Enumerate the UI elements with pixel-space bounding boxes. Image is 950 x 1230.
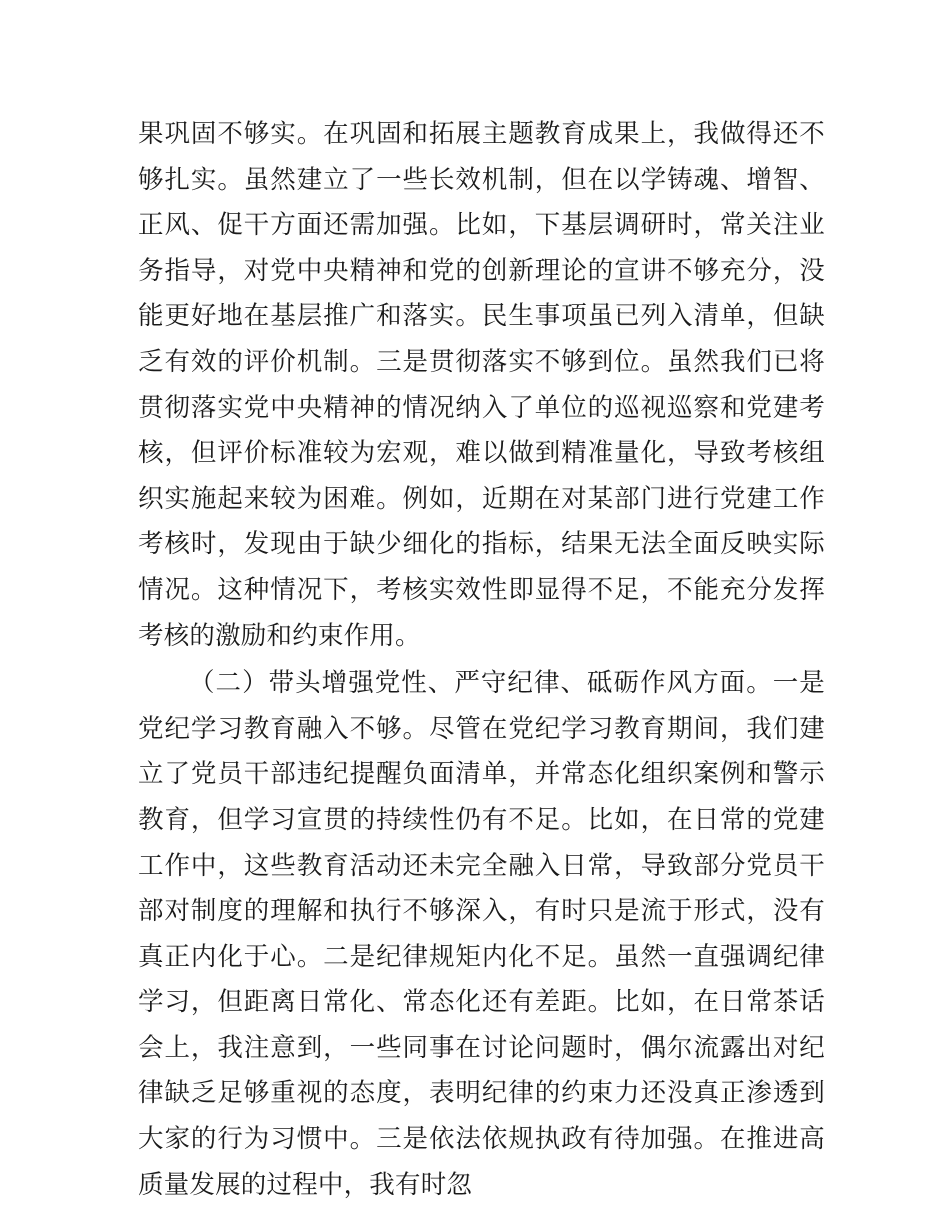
paragraph-2: （二）带头增强党性、严守纪律、砥砺作风方面。一是党纪学习教育融入不够。尽管在党纪学习教育期间，我们建立了党员干部违纪提醒负面清单，并常态化组织案例和警示教育，但学习宣贯的持续性仍有不足。比如，在日常的党建工作中，这些教育活动还未完全融入日常，导致部分党员干部对制度的理解和执行不够深入，有时只是流于形式，没有真正内化于心。二是纪律规矩内化不足。虽然一直强调纪律学习，但距离日常化、常态化还有差距。比如，在日常茶话会上，我注意到，一些同事在讨论问题时，偶尔流露出对纪律缺乏足够重视的态度，表明纪律的约束力还没真正渗透到大家的行为习惯中。三是依法依规执政有待加强。在推进高质量发展的过程中，我有时忽: [138, 668, 825, 1200]
document-body: [138, 112, 825, 1208]
paragraph-1: 果巩固不够实。在巩固和拓展主题教育成果上，我做得还不够扎实。虽然建立了一些长效机制，但在以学铸魂、增智、正风、促干方面还需加强。比如，下基层调研时，常关注业务指导，对党中央精神和党的创新理论的宣讲不够充分，没能更好地在基层推广和落实。民生事项虽已列入清单，但缺乏有效的评价机制。三是贯彻落实不够到位。虽然我们已将贯彻落实党中央精神的情况纳入了单位的巡视巡察和党建考核，但评价标准较为宏观，难以做到精准量化，导致考核组织实施起来较为困难。例如，近期在对某部门进行党建工作考核时，发现由于缺少细化的指标，结果无法全面反映实际情况。这种情况下，考核实效性即显得不足，不能充分发挥考核的激励和约束作用。: [138, 119, 825, 651]
